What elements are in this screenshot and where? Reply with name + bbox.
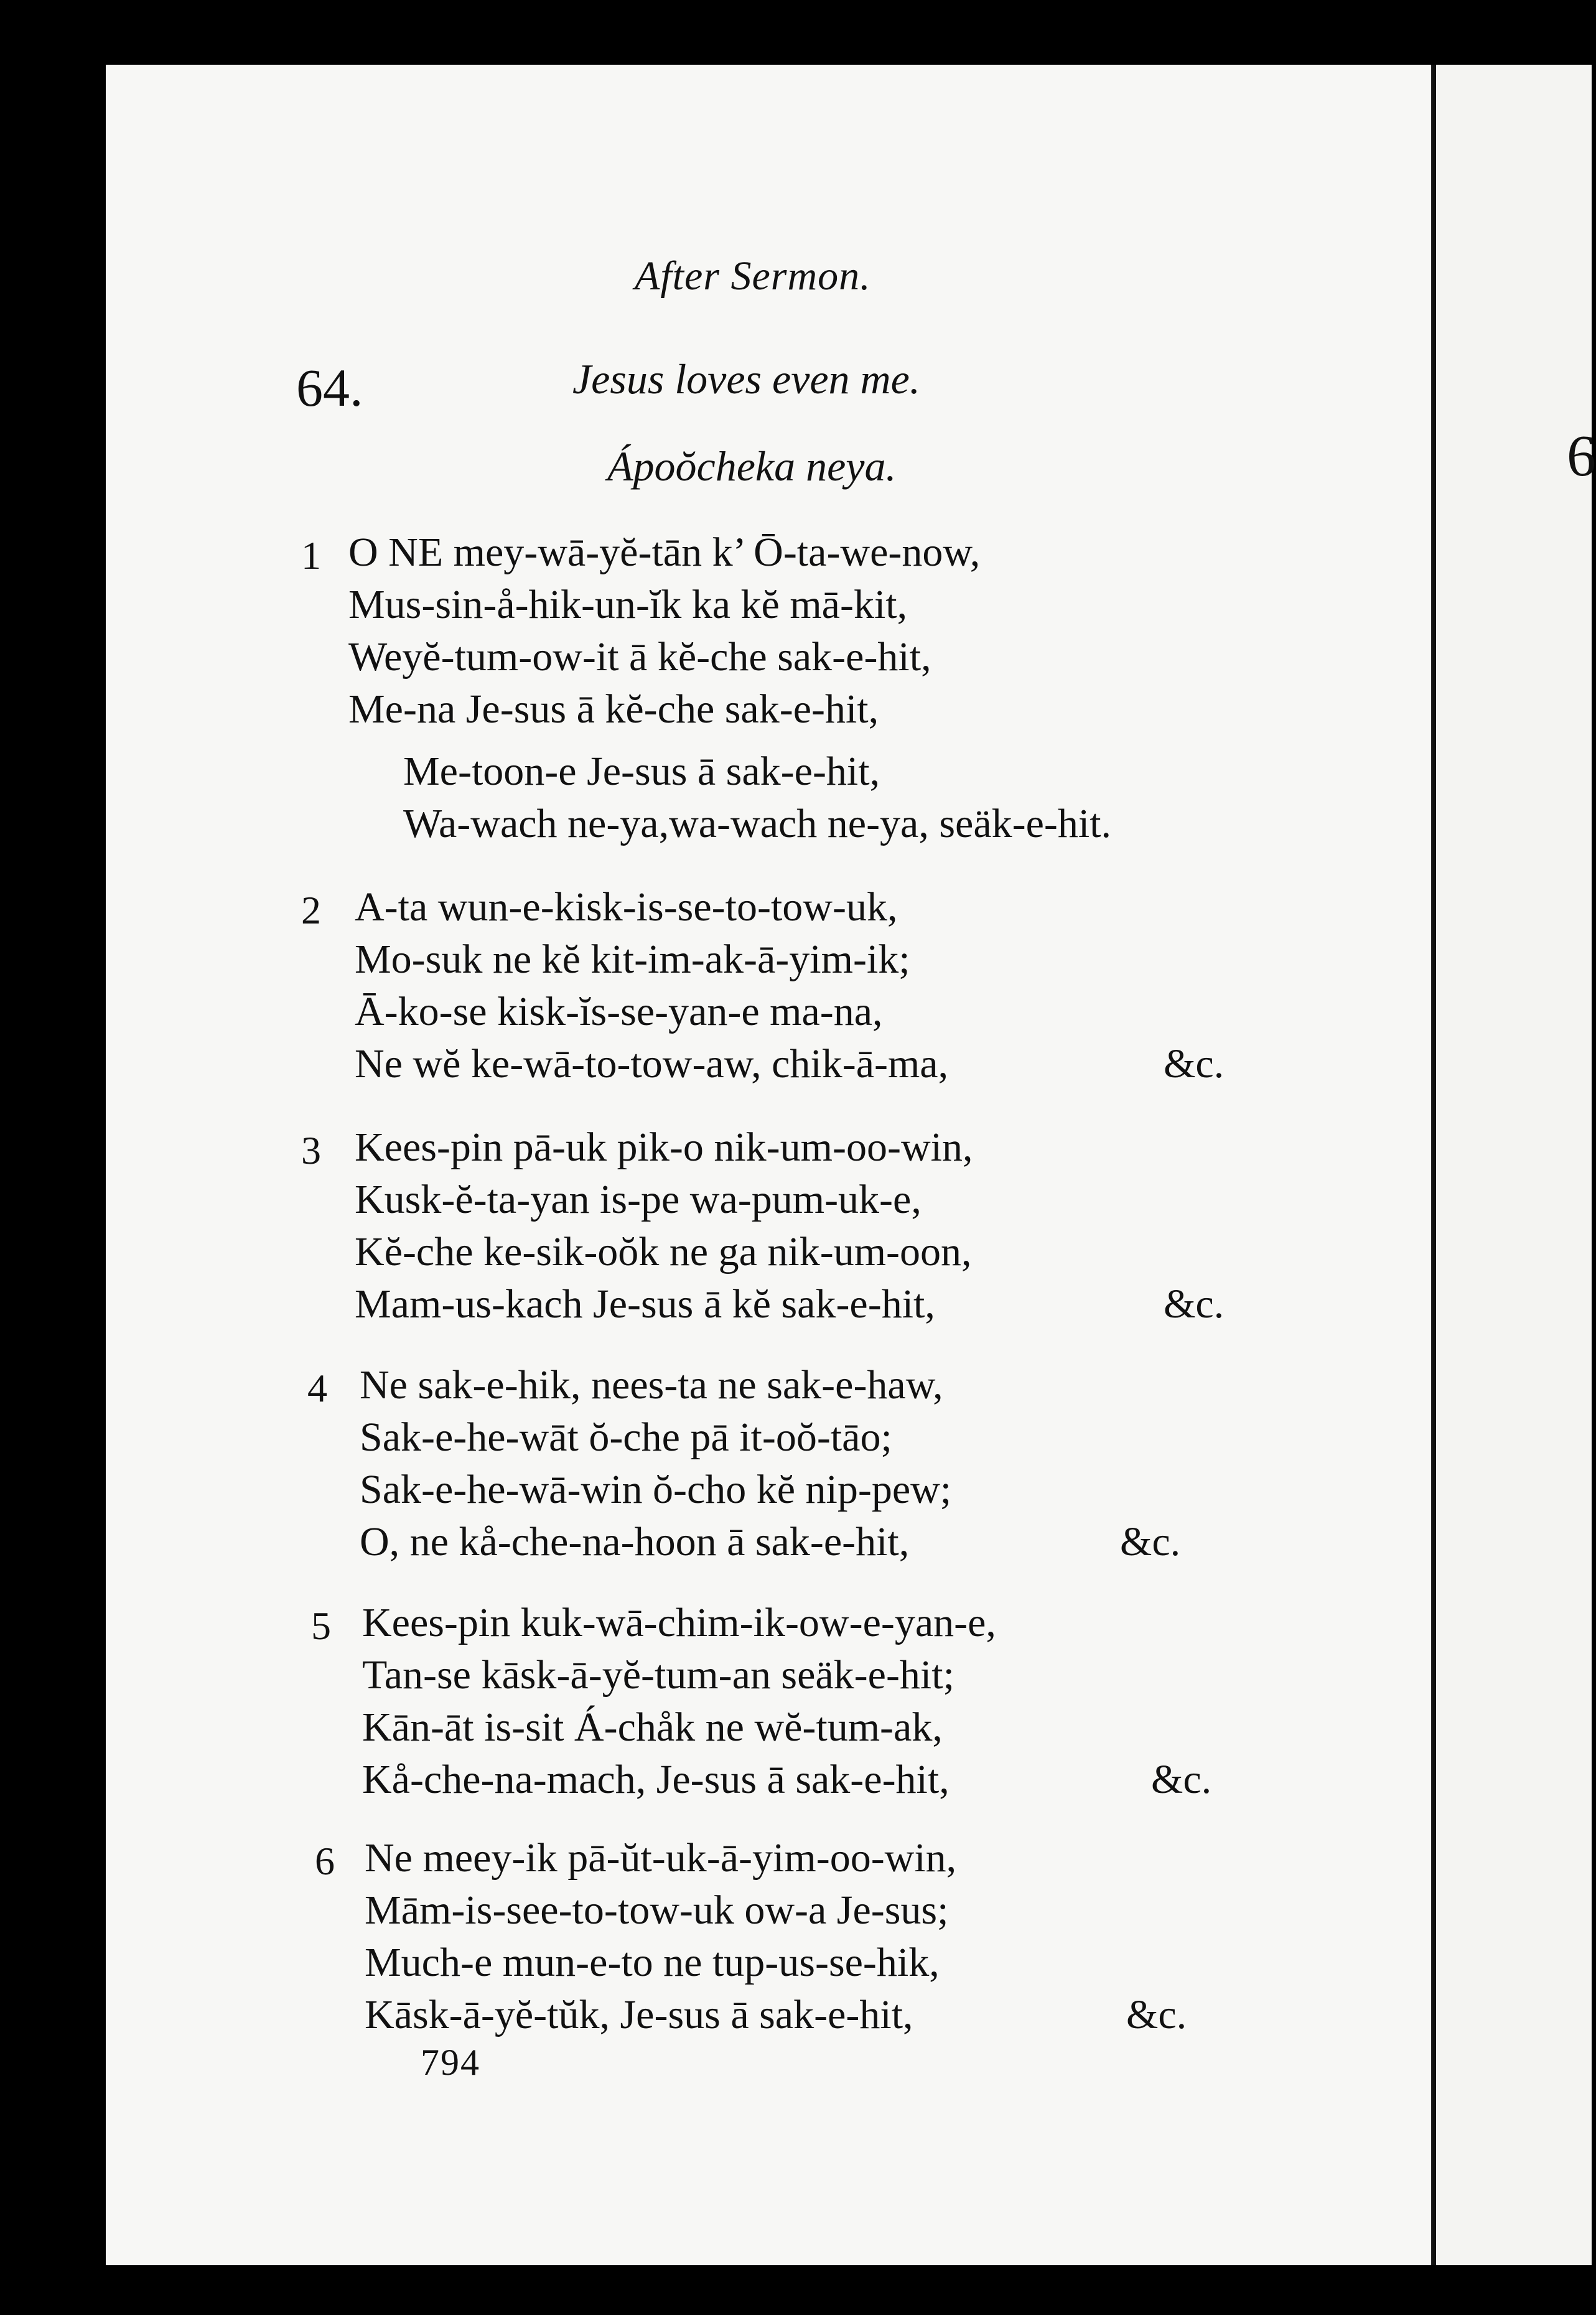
verse-line: A-ta wun-e-kisk-is-se-to-tow-uk, <box>355 884 898 930</box>
etc-mark: &c. <box>1164 1041 1225 1087</box>
refrain-line: Wa-wach ne-ya,wa-wach ne-ya, seäk-e-hit. <box>403 801 1112 846</box>
verse-number: 1 <box>301 533 321 578</box>
verse-number: 2 <box>301 888 321 932</box>
refrain-line: Me-toon-e Je-sus ā sak-e-hit, <box>403 749 880 794</box>
next-page-hymn-number-fragment: 6 <box>1567 424 1596 489</box>
section-header: After Sermon. <box>635 253 871 299</box>
verse-line: Kees-pin kuk-wā-chim-ik-ow-e-yan-e, <box>362 1600 996 1645</box>
etc-mark: &c. <box>1120 1519 1181 1564</box>
verse-line: Mam-us-kach Je-sus ā kĕ sak-e-hit, <box>355 1281 935 1327</box>
verse-line: Mus-sin-å-hik-un-ĭk ka kĕ mā-kit, <box>348 582 908 627</box>
verse-line: Much-e mun-e-to ne tup-us-se-hik, <box>365 1940 940 1985</box>
verse-line: Kees-pin pā-uk pik-o nik-um-oo-win, <box>355 1125 973 1170</box>
etc-mark: &c. <box>1164 1281 1225 1327</box>
hymn-number: 64. <box>296 358 363 418</box>
hymn-title-english: Jesus loves even me. <box>572 355 920 403</box>
verse-number: 4 <box>307 1366 327 1410</box>
verse-line: Mām-is-see-to-tow-uk ow-a Je-sus; <box>365 1887 949 1933</box>
page-number: 794 <box>421 2042 480 2083</box>
verse-line: O NE mey-wā-yĕ-tān k’ Ō-ta-we-now, <box>348 530 981 575</box>
hymn-title-cree: Ápoŏcheka neya. <box>607 442 897 490</box>
etc-mark: &c. <box>1126 1992 1187 2037</box>
verse-line: Ā-ko-se kisk-ĭs-se-yan-e ma-na, <box>355 989 883 1034</box>
verse-line: Tan-se kāsk-ā-yĕ-tum-an seäk-e-hit; <box>362 1652 954 1698</box>
verse-line: Me-na Je-sus ā kĕ-che sak-e-hit, <box>348 686 879 732</box>
verse-line: Weyĕ-tum-ow-it ā kĕ-che sak-e-hit, <box>348 634 931 680</box>
verse-line: Ne sak-e-hik, nees-ta ne sak-e-haw, <box>360 1362 943 1408</box>
next-page-edge <box>1432 65 1596 2265</box>
etc-mark: &c. <box>1151 1757 1212 1802</box>
verse-line: Kān-āt is-sit Á-chåk ne wĕ-tum-ak, <box>362 1705 943 1750</box>
verse-line: Ne meey-ik pā-ŭt-uk-ā-yim-oo-win, <box>365 1835 957 1881</box>
verse-number: 5 <box>311 1604 331 1648</box>
verse-line: Kĕ-che ke-sik-oŏk ne ga nik-um-oon, <box>355 1229 972 1274</box>
verse-number: 6 <box>315 1839 335 1883</box>
verse-line: Ne wĕ ke-wā-to-tow-aw, chik-ā-ma, <box>355 1041 949 1087</box>
verse-line: Kusk-ĕ-ta-yan is-pe wa-pum-uk-e, <box>355 1177 922 1222</box>
verse-line: Mo-suk ne kĕ kit-im-ak-ā-yim-ik; <box>355 937 910 982</box>
verse-line: Kå-che-na-mach, Je-sus ā sak-e-hit, <box>362 1757 950 1802</box>
verse-line: O, ne kå-che-na-hoon ā sak-e-hit, <box>360 1519 910 1564</box>
verse-line: Sak-e-he-wāt ŏ-che pā it-oŏ-tāo; <box>360 1415 892 1460</box>
verse-line: Kāsk-ā-yĕ-tŭk, Je-sus ā sak-e-hit, <box>365 1992 913 2037</box>
verse-number: 3 <box>301 1128 321 1172</box>
verse-line: Sak-e-he-wā-win ŏ-cho kĕ nip-pew; <box>360 1467 952 1512</box>
